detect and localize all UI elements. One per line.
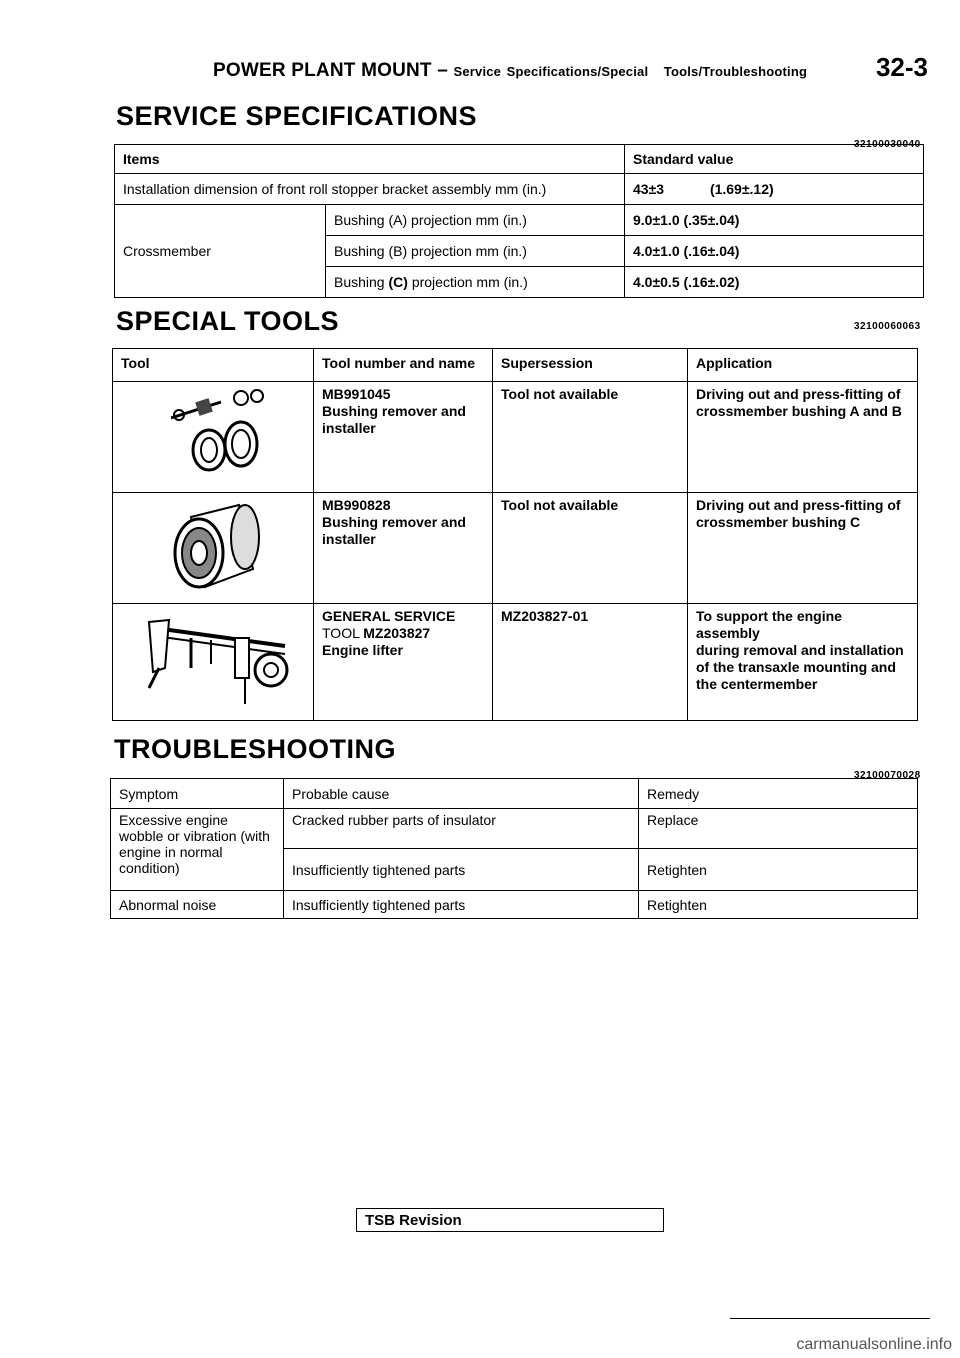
tool-name-line-2: installer [322,531,376,547]
tool-number-cell [314,493,493,604]
bushing-b-value: 4.0±1.0 (.16±.04) [625,236,924,267]
bushing-a-label: Bushing (A) projection mm (in.) [326,205,625,236]
installation-value-in: (1.69±.12) [709,181,774,197]
tool-image-cell [113,604,314,721]
col-tool: Tool [113,349,314,382]
tool-supersession: Tool not available [493,493,688,604]
tool-image-cell [113,493,314,604]
tool-application-line-1: Driving out and press-fitting of [696,497,901,513]
header-title-tools: Tools/Troubleshooting [663,64,808,79]
special-tools-code: 32100060063 [854,321,921,332]
header-title-service: Service [453,64,502,79]
footer-divider [730,1318,930,1319]
tool-application-cell [688,604,918,721]
bushing-c-value: 4.0±0.5 (.16±.02) [625,267,924,298]
bushing-c-label-pre: Bushing [334,274,385,290]
tool-name-line-1: Bushing remover and [322,514,466,530]
tsb-revision-box: TSB Revision [356,1208,664,1232]
cause-cracked-rubber: Cracked rubber parts of insulator [284,809,639,849]
tool-application-line-2: during removal and installation [696,642,904,658]
col-tool-number: Tool number and name [314,349,493,382]
bushing-c-label-post: projection mm (in.) [411,274,528,290]
tool-name-line-2: Engine lifter [322,642,403,658]
tool-row [113,382,918,493]
tool-application-cell [688,493,918,604]
cause-insufficiently-tightened: Insufficiently tightened parts [284,849,639,891]
tool-application-line-4: the centermember [696,676,818,692]
troubleshooting-table [110,778,918,919]
service-specs-code: 32100030040 [854,139,921,150]
tool-code: MZ203827 [363,625,431,641]
troubleshooting-code: 32100070028 [854,770,921,781]
symptom-excessive-wobble: Excessive engine wobble or vibration (with engine in normal condition) [111,809,284,891]
tool-number-cell [314,382,493,493]
symptom-abnormal-noise: Abnormal noise [111,891,284,919]
service-specs-title: SERVICE SPECIFICATIONS [116,101,478,131]
service-specs-table [114,144,924,298]
col-symptom: Symptom [111,779,284,809]
tool-number: MB990828 [322,497,391,513]
bushing-a-value: 9.0±1.0 (.35±.04) [625,205,924,236]
tool-supersession: Tool not available [493,382,688,493]
tool-code-prefix: TOOL [322,625,360,641]
installation-value-mm: 43±3 [633,181,665,197]
tool-supersession: MZ203827-01 [493,604,688,721]
tool-number: GENERAL SERVICE [322,608,456,624]
page-number: 32-3 [875,52,928,82]
col-standard-value: Standard value [625,145,924,174]
col-remedy: Remedy [639,779,918,809]
remedy-retighten: Retighten [639,849,918,891]
cause-insufficiently-tightened: Insufficiently tightened parts [284,891,639,919]
installation-value [625,174,924,205]
bushing-b-label: Bushing (B) projection mm (in.) [326,236,625,267]
tool-name-line-1: Bushing remover and [322,403,466,419]
tool-number-cell [314,604,493,721]
tool-application-cell [688,382,918,493]
bushing-c-label [326,267,625,298]
remedy-replace: Replace [639,809,918,849]
special-tools-table [112,348,918,721]
col-items: Items [115,145,625,174]
crossmember-label: Crossmember [115,205,326,298]
header-title-rest: Specifications/Special [506,64,649,79]
tool-row [113,604,918,721]
tool-application-line-2: crossmember bushing A and B [696,403,902,419]
tool-application-line-1: To support the engine assembly [696,608,842,641]
bushing-remover-tool-icon [161,388,281,478]
watermark: carmanualsonline.info [796,1336,952,1353]
col-supersession: Supersession [493,349,688,382]
header-title-main: POWER PLANT MOUNT – [213,60,448,81]
tool-number: MB991045 [322,386,391,402]
bushing-c-label-bold: (C) [388,274,408,290]
tool-application-line-2: crossmember bushing C [696,514,861,530]
remedy-retighten: Retighten [639,891,918,919]
tool-application-line-1: Driving out and press-fitting of [696,386,901,402]
tool-name-line-2: installer [322,420,376,436]
col-application: Application [688,349,918,382]
bushing-cup-tool-icon [161,497,281,593]
col-probable-cause: Probable cause [284,779,639,809]
special-tools-title: SPECIAL TOOLS [116,306,340,336]
troubleshooting-title: TROUBLESHOOTING [114,734,396,764]
tool-application-line-3: of the transaxle mounting and [696,659,896,675]
tool-code-line [322,625,484,642]
tool-row [113,493,918,604]
tool-image-cell [113,382,314,493]
engine-lifter-icon [135,608,305,708]
page-header-title [213,60,807,82]
installation-label: Installation dimension of front roll stopper bracket assembly mm (in.) [115,174,625,205]
